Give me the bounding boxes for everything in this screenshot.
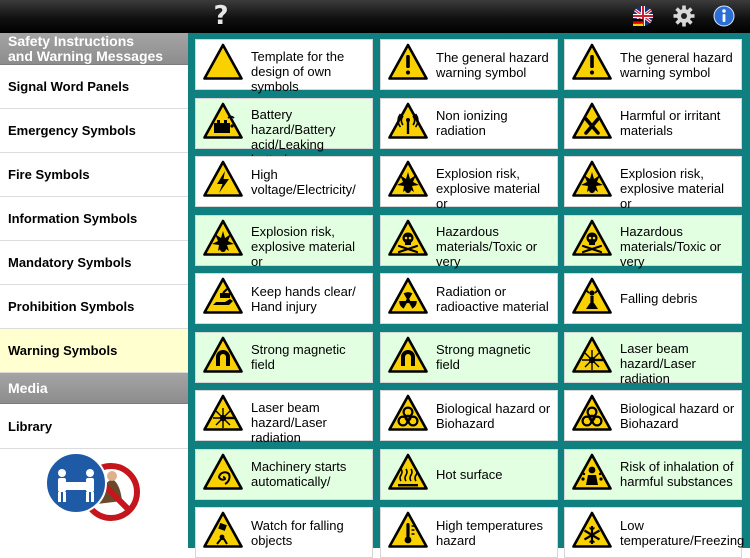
sidebar-item-fire-symbols[interactable]: Fire Symbols [0,153,188,197]
symbol-cell[interactable] [195,98,373,152]
sidebar-item-warning-symbols[interactable]: Warning Symbols [0,329,188,373]
symbol-label: The general hazard warning symbol [436,49,549,80]
settings-gear-icon[interactable] [672,3,696,29]
symbol-cell[interactable] [564,449,742,500]
exclamation-warning-icon [381,43,436,86]
symbol-cell[interactable] [564,390,742,441]
sidebar-item-library[interactable]: Library [0,404,188,449]
symbol-label: High voltage/Electricity/ [251,166,356,197]
symbol-label: Laser beam hazard/Laser radiation [251,399,327,445]
radio-waves-warning-icon [381,102,436,145]
symbol-label: Hazardous materials/Toxic or very [436,224,538,269]
snowflake-warning-icon [565,511,620,554]
symbol-label: Hot surface [436,466,503,482]
symbol-label: Keep hands clear/ Hand injury [251,283,356,314]
symbol-cell[interactable] [195,273,373,324]
app-logo [0,449,188,505]
sidebar-item-information-symbols[interactable]: Information Symbols [0,197,188,241]
symbol-cell[interactable] [195,390,373,445]
symbol-label: Radiation or radioactive material [436,283,549,314]
info-icon[interactable] [712,3,736,29]
symbol-cell[interactable] [195,215,373,269]
symbol-label: Machinery starts automatically/ [251,459,347,489]
help-button[interactable]: ? [213,1,229,31]
sidebar-item-prohibition-symbols[interactable]: Prohibition Symbols [0,285,188,329]
symbol-cell[interactable] [380,273,558,324]
hot-warning-icon [381,453,436,496]
symbol-label: Strong magnetic field [251,342,346,372]
symbol-label: Biological hazard or Biohazard [620,400,735,431]
section-title-line2: and Warning Messages [8,48,164,64]
biohazard-warning-icon [565,394,620,437]
radiation-warning-icon [381,277,436,320]
symbol-cell[interactable] [195,449,373,500]
skull-warning-icon [381,219,436,262]
skull-warning-icon [565,219,620,262]
symbol-cell[interactable] [195,39,373,94]
thermometer-warning-icon [381,511,436,554]
explosion-warning-icon [565,160,620,203]
language-flag-icon[interactable] [632,3,654,29]
sidebar-item-mandatory-symbols[interactable]: Mandatory Symbols [0,241,188,285]
falling-warning-icon [565,277,620,320]
symbol-cell[interactable] [564,39,742,90]
symbol-cell[interactable] [564,215,742,269]
symbol-cell[interactable] [380,507,558,558]
battery-warning-icon [196,102,251,145]
symbol-cell[interactable] [564,332,742,386]
section-title-line1: Safety Instructions [8,33,135,49]
laser-warning-icon [565,336,620,379]
symbol-label: Non ionizing radiation [436,108,508,138]
symbol-label: Explosion risk, explosive material or [436,165,541,211]
symbol-cell[interactable] [195,507,373,558]
top-toolbar [0,0,750,33]
symbol-label: Hazardous materials/Toxic or very [620,224,722,269]
symbol-label: Biological hazard or Biohazard [436,400,551,431]
symbol-label: Watch for falling objects [251,517,344,548]
section-header-safety [0,33,188,65]
symbol-cell[interactable] [380,215,558,269]
symbol-label: Risk of inhalation of harmful substances [620,459,734,489]
symbol-label: Template for the design of own symbols [251,48,345,94]
warning-symbols-grid [188,33,750,548]
symbol-label: Battery hazard/Battery acid/Leaking [251,107,336,152]
symbol-cell[interactable] [195,156,373,207]
symbol-cell[interactable] [564,507,745,558]
symbol-label: The general hazard warning symbol [620,49,733,80]
magnet-warning-icon [381,336,436,379]
symbol-label: Strong magnetic field [436,342,531,372]
symbol-cell[interactable] [380,156,558,211]
symbol-label: Laser beam hazard/Laser radiation [620,341,696,386]
symbol-cell[interactable] [380,98,558,149]
symbol-cell[interactable] [380,449,558,500]
symbol-label: Falling debris [620,291,698,306]
symbol-cell[interactable] [564,156,742,211]
lightning-warning-icon [196,160,251,203]
swirl-warning-icon [196,453,251,496]
symbol-cell[interactable] [380,332,558,383]
magnet-warning-icon [196,336,251,379]
symbol-label: High temperatures hazard [436,517,543,548]
symbol-cell[interactable] [564,273,742,324]
symbol-label: Harmful or irritant materials [620,108,721,138]
symbol-cell[interactable] [380,39,558,90]
blank-warning-icon [196,43,251,86]
hand-warning-icon [196,277,251,320]
laser-warning-icon [196,394,251,437]
symbol-cell[interactable] [195,332,373,383]
cross-warning-icon [565,102,620,145]
symbol-label: Explosion risk, explosive material or [251,224,356,269]
sidebar-item-signal-word-panels[interactable]: Signal Word Panels [0,65,188,109]
explosion-warning-icon [381,160,436,203]
inhalation-warning-icon [565,453,620,496]
biohazard-warning-icon [381,394,436,437]
symbol-label: Low temperature/Freezing [620,517,745,548]
symbol-cell[interactable] [564,98,742,149]
sidebar [0,33,188,548]
exclamation-warning-icon [565,43,620,86]
falling-object-warning-icon [196,511,251,554]
explosion-warning-icon [196,219,251,262]
symbol-cell[interactable] [380,390,558,441]
symbol-label: Explosion risk, explosive material or [620,165,725,211]
section-header-media: Media [0,373,188,404]
sidebar-item-emergency-symbols[interactable]: Emergency Symbols [0,109,188,153]
